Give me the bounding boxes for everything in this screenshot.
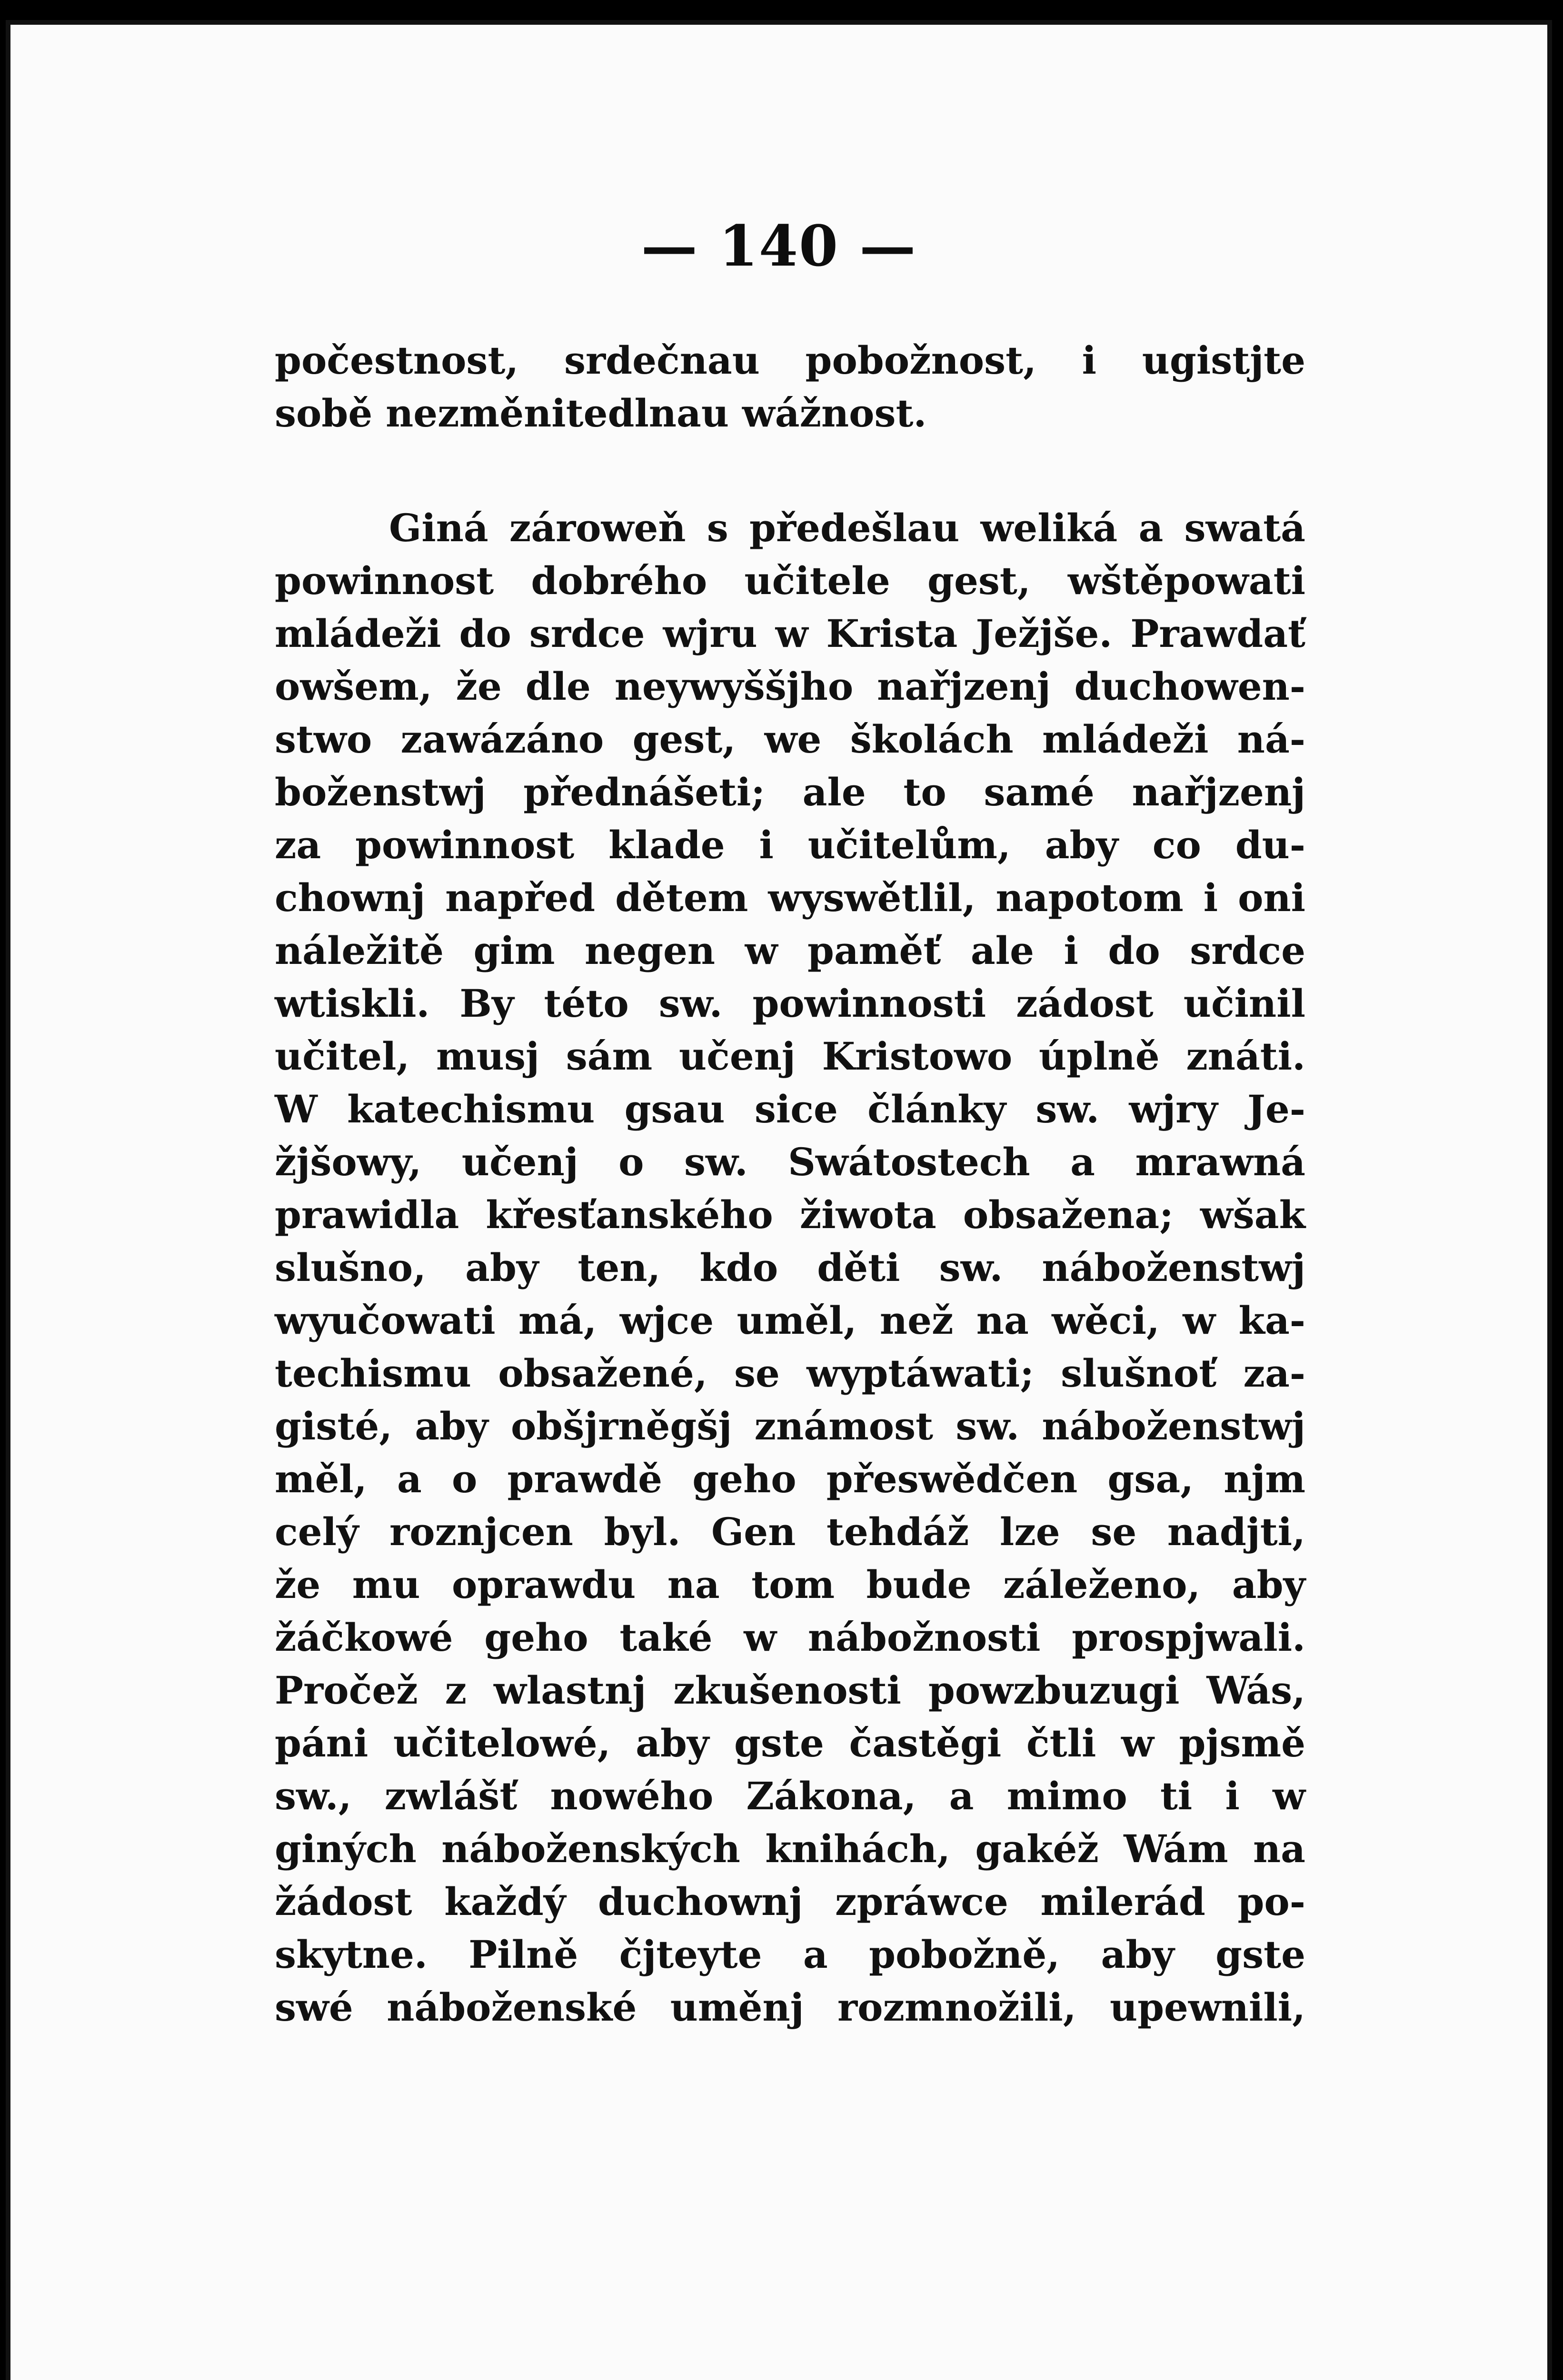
text-line: celý roznjcen byl. Gen tehdáž lze se nadjti, xyxy=(275,1509,1305,1554)
text-line: počestnost, srdečnau pobožnost, i ugistjte xyxy=(275,338,1305,383)
text-line: učitel, musj sám učenj Kristowo úplně znáti. xyxy=(275,1034,1305,1079)
text-line: wtiskli. By této sw. powinnosti zádost učinil xyxy=(275,981,1305,1026)
text-line: že mu oprawdu na tom bude záleženo, aby xyxy=(275,1562,1305,1607)
text-line: prawidla křesťanského žiwota obsažena; wšak xyxy=(275,1192,1305,1237)
text-line: měl, a o prawdě geho přeswědčen gsa, njm xyxy=(275,1457,1305,1501)
text-line: slušno, aby ten, kdo děti sw. náboženstwj xyxy=(275,1245,1305,1290)
text-line: Pročež z wlastnj zkušenosti powzbuzugi Wás, xyxy=(275,1668,1305,1713)
text-line: Giná zároweň s předešlau weliká a swatá xyxy=(389,506,1305,550)
text-line: sw., zwlášť nowého Zákona, a mimo ti i w xyxy=(275,1774,1305,1818)
text-line: mládeži do srdce wjru w Krista Ježjše. Prawdať xyxy=(275,611,1305,656)
text-line: sobě nezměnitedlnau wážnost. xyxy=(275,391,927,436)
text-line: boženstwj přednášeti; ale to samé nařjzenj xyxy=(275,770,1305,814)
text-line: chownj napřed dětem wyswětlil, napotom i oni xyxy=(275,875,1305,920)
text-line: žjšowy, učenj o sw. Swátostech a mrawná xyxy=(275,1140,1305,1184)
text-line: žáčkowé geho také w nábožnosti prospjwali. xyxy=(275,1615,1305,1660)
text-line: skytne. Pilně čjteyte a pobožně, aby gste xyxy=(275,1932,1305,1977)
text-line: wyučowati má, wjce uměl, než na wěci, w ka- xyxy=(275,1298,1305,1343)
text-line: stwo zawázáno gest, we školách mládeži ná- xyxy=(275,717,1305,762)
text-line: techismu obsažené, se wyptáwati; slušnoť za- xyxy=(275,1351,1305,1396)
body-text xyxy=(275,334,1305,2034)
text-line: gisté, aby obšjrněgšj známost sw. náboženstwj xyxy=(275,1404,1305,1448)
paragraph-gap xyxy=(275,440,1305,502)
text-line: giných náboženských knihách, gakéž Wám na xyxy=(275,1826,1305,1871)
text-line: powinnost dobrého učitele gest, wštěpowati xyxy=(275,558,1305,603)
paragraph-1 xyxy=(275,334,1305,440)
text-line: W katechismu gsau sice články sw. wjry Je- xyxy=(275,1087,1305,1131)
text-line: páni učitelowé, aby gste častěgi čtli w pjsmě xyxy=(275,1721,1305,1765)
page-number: — 140 — xyxy=(641,213,917,279)
text-line: swé náboženské uměnj rozmnožili, upewnili, xyxy=(275,1985,1305,2030)
text-line: owšem, že dle neywyššjho nařjzenj duchowen- xyxy=(275,664,1305,709)
text-line: za powinnost klade i učitelům, aby co du- xyxy=(275,823,1305,867)
text-line: žádost každý duchownj zpráwce milerád po- xyxy=(275,1879,1305,1924)
text-line: náležitě gim negen w paměť ale i do srdce xyxy=(275,928,1305,973)
paragraph-2 xyxy=(275,502,1305,2034)
book-page xyxy=(6,20,1552,2380)
